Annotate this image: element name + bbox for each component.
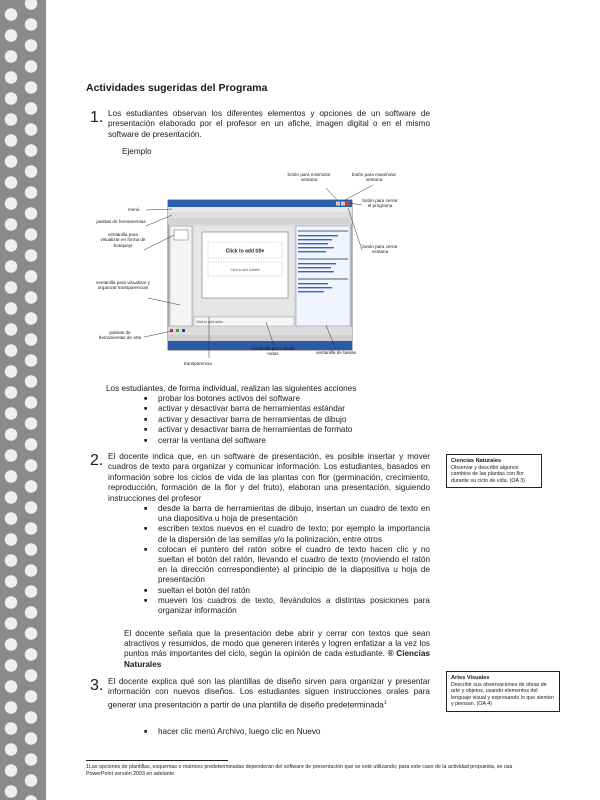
label-notes-pane: ventanilla para añadir notas (251, 346, 295, 357)
status-bar (168, 335, 352, 341)
slide-thumbnail (174, 230, 188, 240)
list-item: ■ escriben textos nuevos en el cuadro de texto; por ejemplo la importancia de la dispersión de las semillas y/o la polinización, entre otros (144, 524, 430, 544)
sidebox-text: Observar y describir algunos cambios de las plantas con flor durante su ciclo de vida. (OA 3) (451, 464, 525, 484)
list-item: ■ probar los botones activos del software (144, 394, 444, 404)
slide-subtitle-placeholder: Click to add subtitle (230, 268, 260, 272)
label-minimize-button: botón para minimizar ventana (287, 172, 331, 183)
list-item: ■ mueven los cuadros de texto, llevándolos a distintas posiciones para organizar información (144, 596, 430, 616)
list-item: ■ activar y desactivar barra de herramientas de formato (144, 425, 444, 435)
decorative-side-band (0, 0, 46, 800)
format-toolbar (168, 218, 352, 224)
item2-bullet-list (144, 504, 430, 616)
item3-text-body: El docente explica qué son las plantillas de diseño sirven para organizar y presentar información con nuevos diseños. Los estudiantes siguen instrucciones orales para generar una presentación a partir de una plantilla de diseño predeterminada (108, 677, 430, 710)
example-label: Ejemplo (122, 147, 152, 156)
list-item: ■ hacer clic menú Archivo, luego clic en Nuevo (144, 727, 344, 737)
label-tool-palettes: paletas de herramientas (96, 219, 146, 224)
item2-closing (124, 629, 430, 670)
list-item: ■ cerrar la ventana del software (144, 436, 444, 446)
notes-placeholder: Click to add notes (196, 320, 223, 324)
item2-text: El docente indica que, en un software de presentación, es posible insertar y mover cuadros de texto para organizar y comunicar información. Los estudiantes, basados en información sobre los ciclos de vida de las plantas con flor (germinación, crecimiento, reproducción, formación de la flor y del fruto), elaboran una presentación, siguiendo instrucciones del profesor (108, 452, 430, 503)
label-menu: menú (128, 207, 140, 212)
item1-text: Los estudiantes observan los diferentes elementos y opciones de un software de presentación elaborado por el profesor en un afiche, imagen digital o en el mismo software de presentación. (108, 109, 430, 139)
sidebox-heading: Ciencias Naturales (451, 458, 502, 464)
label-close-program: botón para cerrar el programa (362, 198, 398, 209)
sidebox-ciencias (446, 454, 542, 488)
label-slides-pane: ventanilla para visualizar y organizar transparencias (96, 280, 150, 291)
maximize-button (341, 202, 345, 206)
footnote-mark: 1 (383, 699, 387, 706)
list-item: ■ desde la barra de herramientas de dibujo, insertan un cuadro de texto en una diapositiva u hoja de presentación (144, 504, 430, 524)
item3-bullet-list (144, 727, 344, 737)
list-item: ■ sueltan el botón del ratón (144, 586, 430, 596)
item3-text (108, 677, 430, 711)
item1-intro: Los estudiantes, de forma individual, realizan las siguientes acciones (106, 384, 357, 393)
label-maximize-button: botón para maximizar ventana (351, 172, 397, 183)
slide (202, 232, 288, 298)
footnote: 1Las opciones de plantillas, esquemas o matrices predeterminadas dependerán del software de presentación que se esté utilizando; para este caso de la actividad propuesta, se usa PowerPoint versión 2003 en adelante. (86, 764, 513, 777)
task-pane (296, 226, 350, 326)
item3-number: 3. (90, 677, 104, 694)
item1-number: 1. (90, 109, 104, 126)
powerpoint-annotated-screenshot (96, 170, 406, 375)
sidebox-artes (446, 671, 560, 712)
list-item: ■ activar y desactivar barra de herramientas estándar (144, 404, 444, 414)
item1-bullet-list (144, 394, 444, 446)
sidebox-heading: Artes Visuales (451, 675, 490, 681)
list-item: ■ colocan el puntero del ratón sobre el cuadro de texto hacen clic y no sueltan el botón del ratón, llevando el cuadro de texto (moviendo el ratón en la dirección correspondiente) al principio de la diapositiva u hoja de presentación (144, 545, 430, 586)
label-task-pane: ventanilla de tareas (316, 350, 356, 355)
item2-closing-text: El docente señala que la presentación debe abrir y cerrar con textos que sean atractivos y resumidos, de modo que generen interés y logren enfatizar a la vez los puntos más importantes del ciclo, según la opinión de cada estudiante. (124, 629, 430, 659)
list-item: ■ activar y desactivar barra de herramientas de dibujo (144, 415, 444, 425)
minimize-button (336, 202, 340, 206)
slide-title-placeholder: Click to add title (225, 248, 265, 255)
item2-closing-ref: ® Ciencias Naturales (124, 649, 430, 669)
drawing-toolbar (168, 327, 352, 335)
label-close-window: botón para cerrar ventana (362, 244, 398, 255)
window-titlebar (168, 200, 352, 207)
footnote-divider (86, 760, 228, 761)
close-button (346, 202, 350, 206)
sidebox-text: Describir sus observaciones de obras de arte y objetos, usando elementos del lenguaje visual y expresando lo que sienten y piensan. (OA 4) (451, 681, 554, 708)
menu-bar (168, 207, 352, 212)
outline-pane (170, 226, 192, 326)
item2-number: 2. (90, 452, 104, 469)
label-outline-pane: ventanilla para visualizar en forma de bosquejo (100, 232, 146, 248)
label-art-palettes: paletas de herramientas de arte (98, 330, 142, 341)
page-title: Actividades sugeridas del Programa (86, 82, 268, 94)
label-slide: transparencia (184, 361, 212, 366)
standard-toolbar (168, 212, 352, 218)
